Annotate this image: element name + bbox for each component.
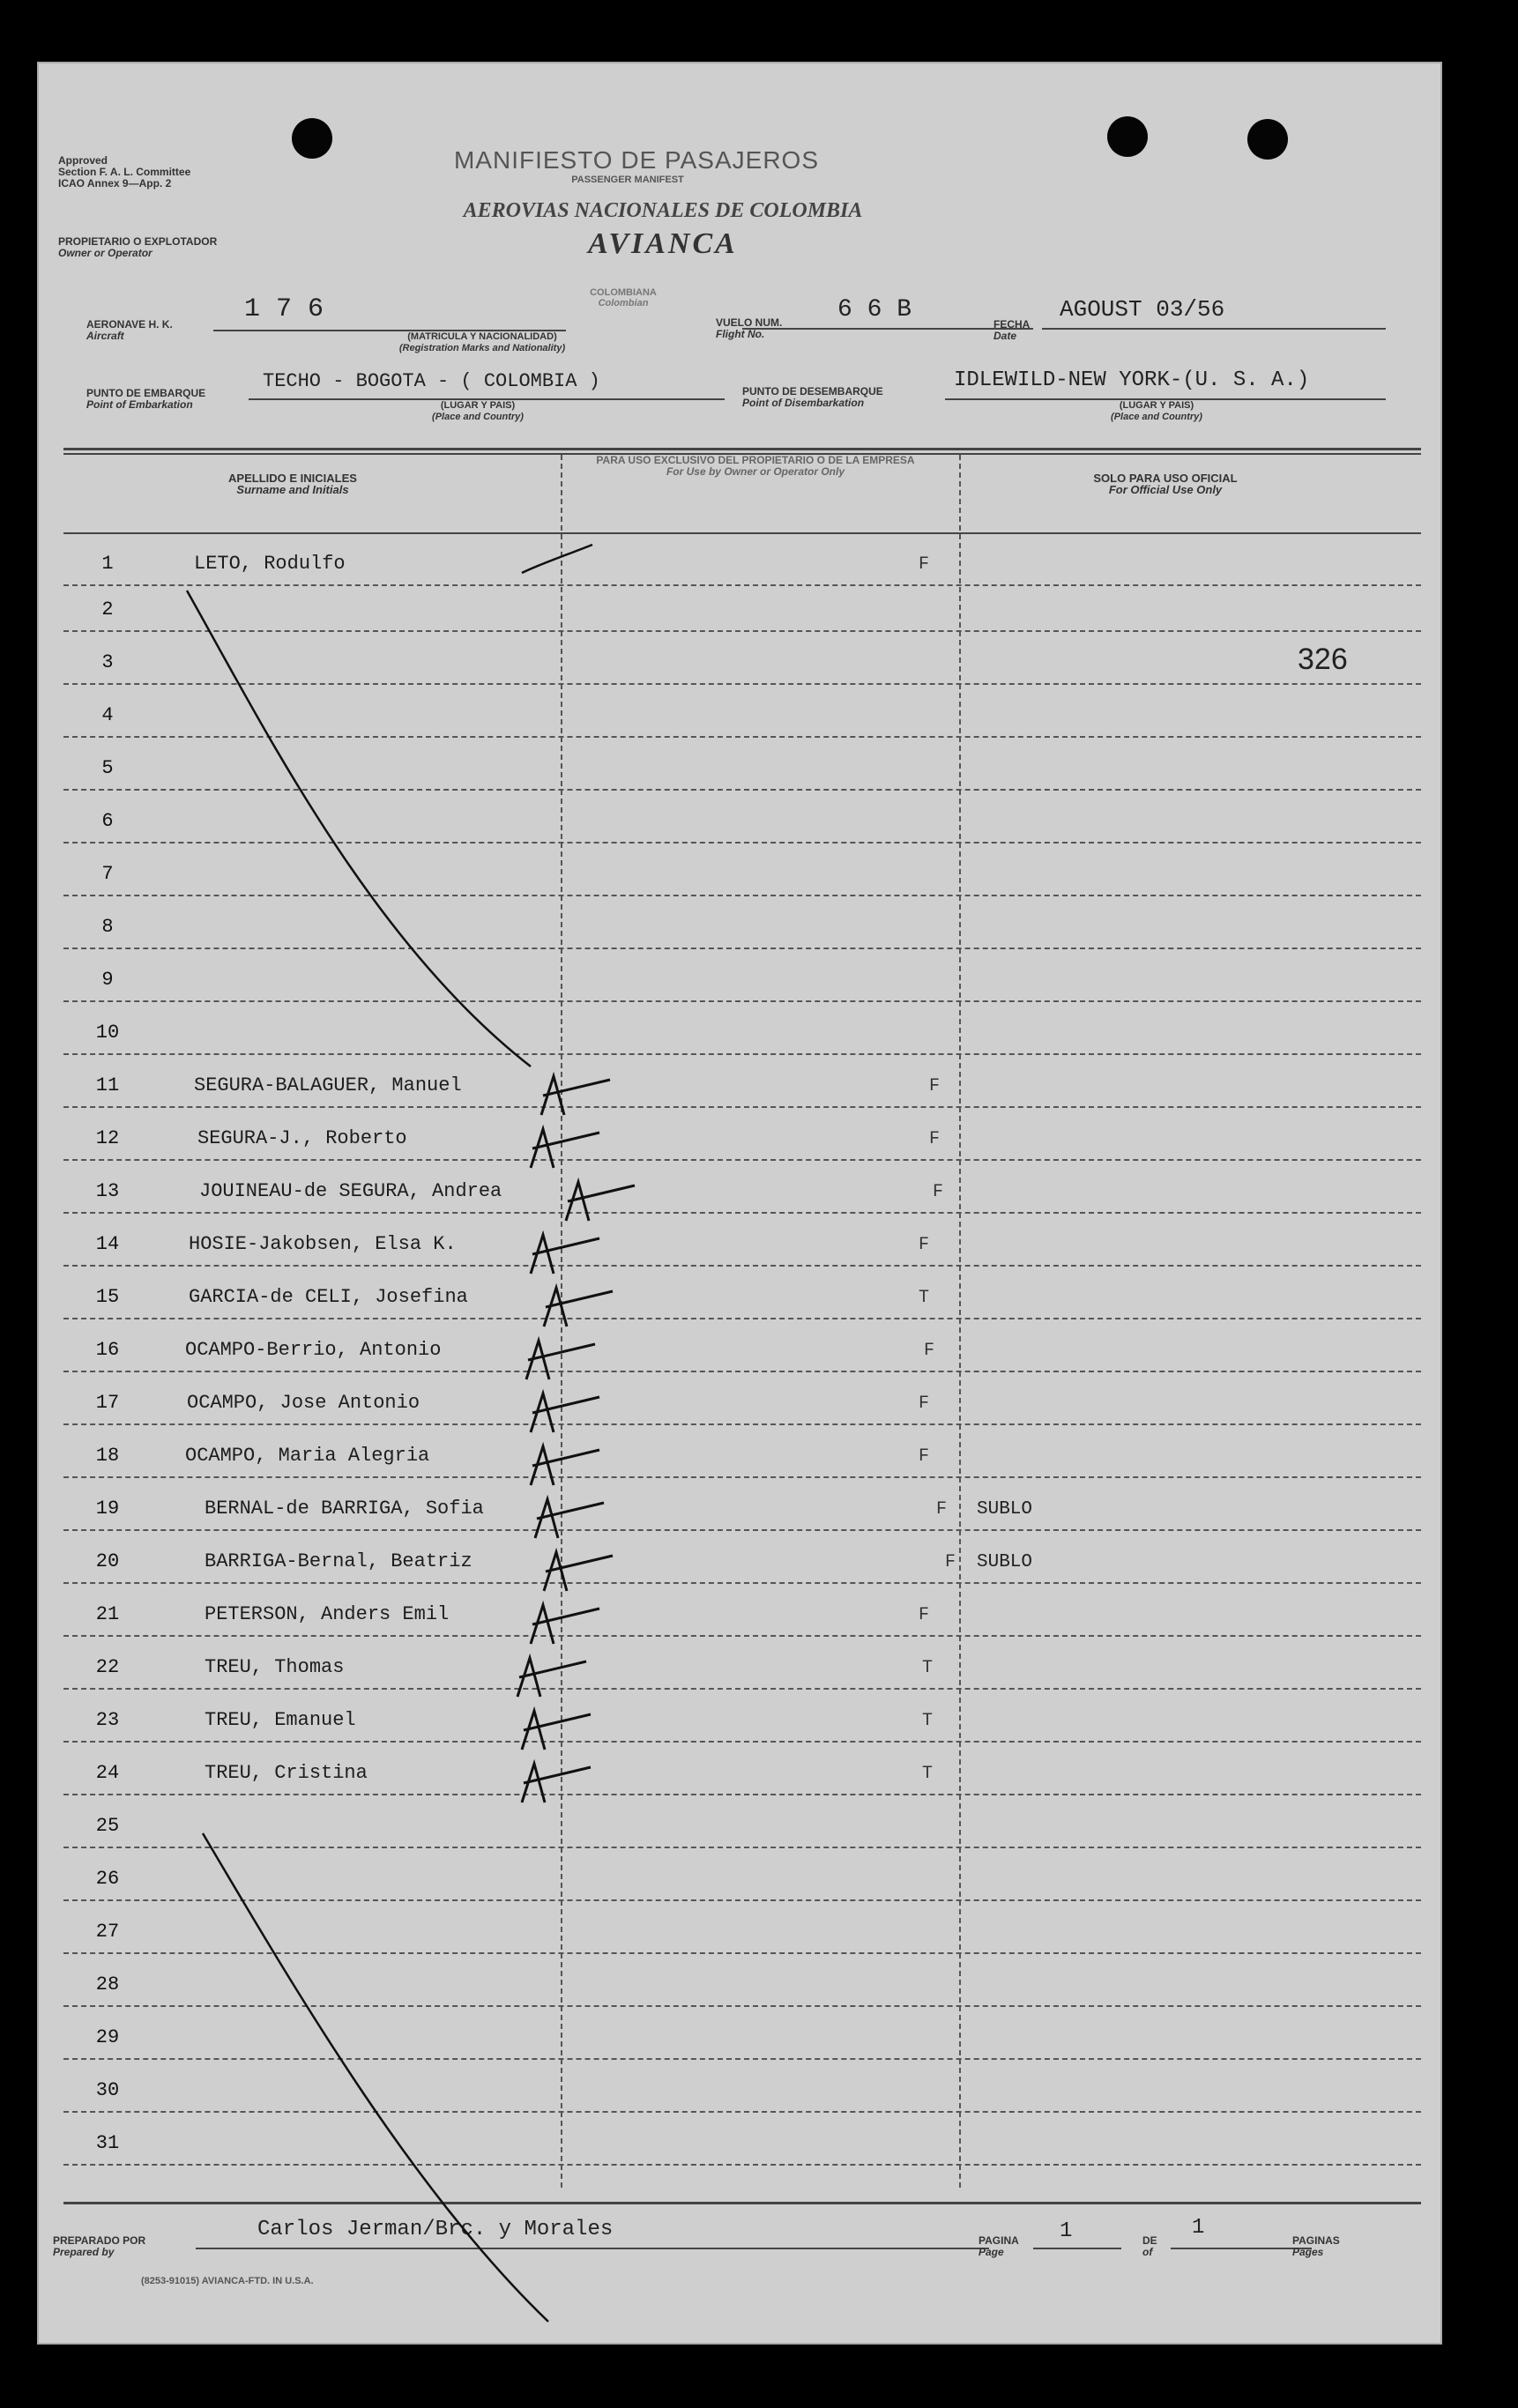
- col-header-name-es: APELLIDO E INICIALES: [228, 472, 357, 485]
- owner-label-es: PROPIETARIO O EXPLOTADOR: [58, 235, 218, 248]
- passenger-name: JOUINEAU-de SEGURA, Andrea: [199, 1180, 502, 1202]
- row-number: 10: [95, 1022, 120, 1044]
- passenger-name: BERNAL-de BARRIGA, Sofia: [205, 1498, 484, 1520]
- pages-label-es: PAGINAS: [1292, 2234, 1340, 2247]
- aircraft-label-en: Aircraft: [86, 330, 124, 342]
- official-note: 326: [1298, 643, 1348, 676]
- approval-line: Section F. A. L. Committee: [58, 166, 191, 178]
- disembark-value: IDLEWILD-NEW YORK-(U. S. A.): [954, 368, 1310, 392]
- col-header-official-en: For Official Use Only: [1108, 483, 1223, 496]
- row-number: 31: [95, 2132, 120, 2154]
- passenger-code: F: [924, 1341, 935, 1361]
- row-number: 21: [95, 1603, 120, 1625]
- official-note: SUBLO: [977, 1499, 1033, 1520]
- arrival-mark: [517, 1658, 586, 1697]
- manifest-page: [37, 62, 1442, 2345]
- registration-caption-es: (MATRICULA Y NACIONALIDAD): [407, 331, 557, 342]
- disembark-label-en: Point of Disembarkation: [742, 397, 865, 409]
- row-number: 14: [95, 1233, 120, 1255]
- void-slash: [187, 591, 531, 1067]
- row-number: 26: [95, 1868, 120, 1890]
- passenger-code: T: [922, 1711, 934, 1731]
- disembark-caption-en: (Place and Country): [1111, 412, 1202, 422]
- approval-line: ICAO Annex 9—App. 2: [58, 177, 172, 190]
- page-label-en: Page: [979, 2246, 1004, 2258]
- airline-name: AEROVIAS NACIONALES DE COLOMBIA: [463, 199, 863, 222]
- row-number: 7: [101, 863, 114, 885]
- col-header-owner-en: For Use by Owner or Operator Only: [666, 465, 845, 478]
- of-label-es: DE: [1142, 2234, 1157, 2247]
- arrival-mark: [544, 1288, 613, 1327]
- arrival-mark: [531, 1235, 599, 1274]
- flight-label-en: Flight No.: [716, 328, 765, 340]
- row-number: 6: [101, 810, 114, 832]
- embark-label-en: Point of Embarkation: [86, 398, 193, 411]
- pages-label-en: Pages: [1292, 2246, 1324, 2258]
- page-value: 1: [1060, 2219, 1073, 2243]
- row-number: 15: [95, 1286, 120, 1308]
- date-value: AGOUST 03/56: [1060, 296, 1225, 323]
- passenger-name: LETO, Rodulfo: [194, 553, 346, 575]
- arrival-mark: [531, 1394, 599, 1432]
- row-number: 23: [95, 1709, 120, 1731]
- passenger-name: OCAMPO, Jose Antonio: [187, 1392, 420, 1414]
- arrival-mark: [566, 1182, 635, 1221]
- airline-brand: AVIANCA: [588, 227, 738, 260]
- passenger-code: T: [922, 1764, 934, 1784]
- arrival-mark: [522, 1764, 591, 1802]
- arrival-mark: [531, 1605, 599, 1644]
- print-code: (8253-91015) AVIANCA-FTD. IN U.S.A.: [141, 2276, 314, 2286]
- disembark-label-es: PUNTO DE DESEMBARQUE: [742, 385, 883, 398]
- row-number: 22: [95, 1656, 120, 1678]
- prepared-value: Carlos Jerman/Brc. y Morales: [257, 2218, 614, 2241]
- row-number: 20: [95, 1550, 120, 1572]
- pages-value: 1: [1192, 2216, 1205, 2240]
- arrival-mark: [531, 1446, 599, 1485]
- passenger-name: OCAMPO-Berrio, Antonio: [185, 1339, 442, 1361]
- row-number: 17: [95, 1392, 120, 1414]
- manifest-title: MANIFIESTO DE PASAJEROS: [453, 146, 820, 174]
- passenger-code: F: [933, 1182, 944, 1202]
- arrival-mark: [522, 1711, 591, 1750]
- arrival-mark: [535, 1499, 604, 1538]
- official-note: SUBLO: [977, 1552, 1033, 1572]
- passenger-name: GARCIA-de CELI, Josefina: [189, 1286, 468, 1308]
- row-number: 19: [95, 1498, 120, 1520]
- prepared-label-es: PREPARADO POR: [53, 2234, 146, 2247]
- registration-caption-en: (Registration Marks and Nationality): [398, 343, 566, 353]
- row-number: 5: [101, 757, 114, 779]
- arrival-mark: [531, 1129, 599, 1168]
- row-number: 24: [95, 1762, 120, 1784]
- col-header-official-es: SOLO PARA USO OFICIAL: [1093, 472, 1238, 485]
- passenger-name: HOSIE-Jakobsen, Elsa K.: [189, 1233, 457, 1255]
- row-number: 30: [95, 2079, 120, 2101]
- passenger-code: T: [922, 1658, 934, 1678]
- arrival-mark: [541, 1076, 610, 1115]
- of-label-en: of: [1142, 2246, 1153, 2258]
- manifest-title-en: PASSENGER MANIFEST: [571, 175, 684, 185]
- flight-label-es: VUELO NUM.: [716, 316, 783, 329]
- aircraft-label-es: AERONAVE H. K.: [86, 318, 173, 331]
- row-number: 29: [95, 2026, 120, 2048]
- passenger-name: PETERSON, Anders Emil: [205, 1603, 450, 1625]
- row-number: 4: [101, 704, 114, 726]
- arrival-marks: [517, 1076, 635, 1802]
- arrival-mark: [544, 1552, 613, 1591]
- page-label-es: PAGINA: [979, 2234, 1019, 2247]
- owner-label-en: Owner or Operator: [58, 247, 153, 259]
- approval-line: Approved: [58, 154, 108, 167]
- aircraft-value: 1 7 6: [244, 294, 324, 324]
- check-mark: [522, 545, 592, 573]
- embark-caption-en: (Place and Country): [432, 412, 524, 422]
- passenger-code: F: [929, 1129, 941, 1149]
- passenger-name: SEGURA-J., Roberto: [197, 1127, 407, 1149]
- row-number: 25: [95, 1815, 120, 1837]
- passenger-code: F: [929, 1076, 941, 1096]
- row-number: 27: [95, 1921, 120, 1943]
- col-header-owner-es: PARA USO EXCLUSIVO DEL PROPIETARIO O DE LA EMPRESA: [596, 454, 915, 466]
- flight-value: 6 6 B: [837, 296, 912, 323]
- disembark-caption-es: (LUGAR Y PAIS): [1119, 400, 1194, 411]
- passenger-name: BARRIGA-Bernal, Beatriz: [205, 1550, 473, 1572]
- passenger-code: F: [919, 1605, 930, 1625]
- row-number: 11: [95, 1074, 120, 1096]
- passenger-name: TREU, Thomas: [205, 1656, 345, 1678]
- row-number: 16: [95, 1339, 120, 1361]
- date-label-es: FECHA: [993, 318, 1031, 331]
- arrival-mark: [526, 1341, 595, 1379]
- nationality-stamp-en: Colombian: [598, 298, 649, 308]
- passenger-name: TREU, Cristina: [205, 1762, 368, 1784]
- passenger-code: F: [936, 1499, 948, 1520]
- row-number: 1: [101, 553, 114, 575]
- row-number: 12: [95, 1127, 120, 1149]
- passenger-code: T: [919, 1288, 930, 1308]
- prepared-label-en: Prepared by: [53, 2246, 115, 2258]
- passenger-code: F: [919, 1446, 930, 1467]
- handwritten-marks: [37, 62, 1442, 2345]
- col-header-name-en: Surname and Initials: [236, 483, 349, 496]
- passenger-code: F: [919, 554, 930, 575]
- passenger-code: F: [919, 1394, 930, 1414]
- passenger-code: F: [945, 1552, 956, 1572]
- date-label-en: Date: [993, 330, 1017, 342]
- row-number: 8: [101, 916, 114, 938]
- passenger-code: F: [919, 1235, 930, 1255]
- row-number: 9: [101, 969, 114, 991]
- row-number: 18: [95, 1445, 120, 1467]
- embark-label-es: PUNTO DE EMBARQUE: [86, 387, 206, 399]
- nationality-stamp-es: COLOMBIANA: [590, 287, 657, 298]
- passenger-name: SEGURA-BALAGUER, Manuel: [194, 1074, 462, 1096]
- row-number: 28: [95, 1973, 120, 1996]
- void-slash: [203, 1833, 548, 2322]
- passenger-name: OCAMPO, Maria Alegria: [185, 1445, 430, 1467]
- embark-value: TECHO - BOGOTA - ( COLOMBIA ): [263, 370, 600, 392]
- embark-caption-es: (LUGAR Y PAIS): [440, 400, 516, 411]
- passenger-name: TREU, Emanuel: [205, 1709, 356, 1731]
- row-number: 3: [101, 651, 114, 673]
- row-number: 2: [101, 598, 114, 621]
- row-number: 13: [95, 1180, 120, 1202]
